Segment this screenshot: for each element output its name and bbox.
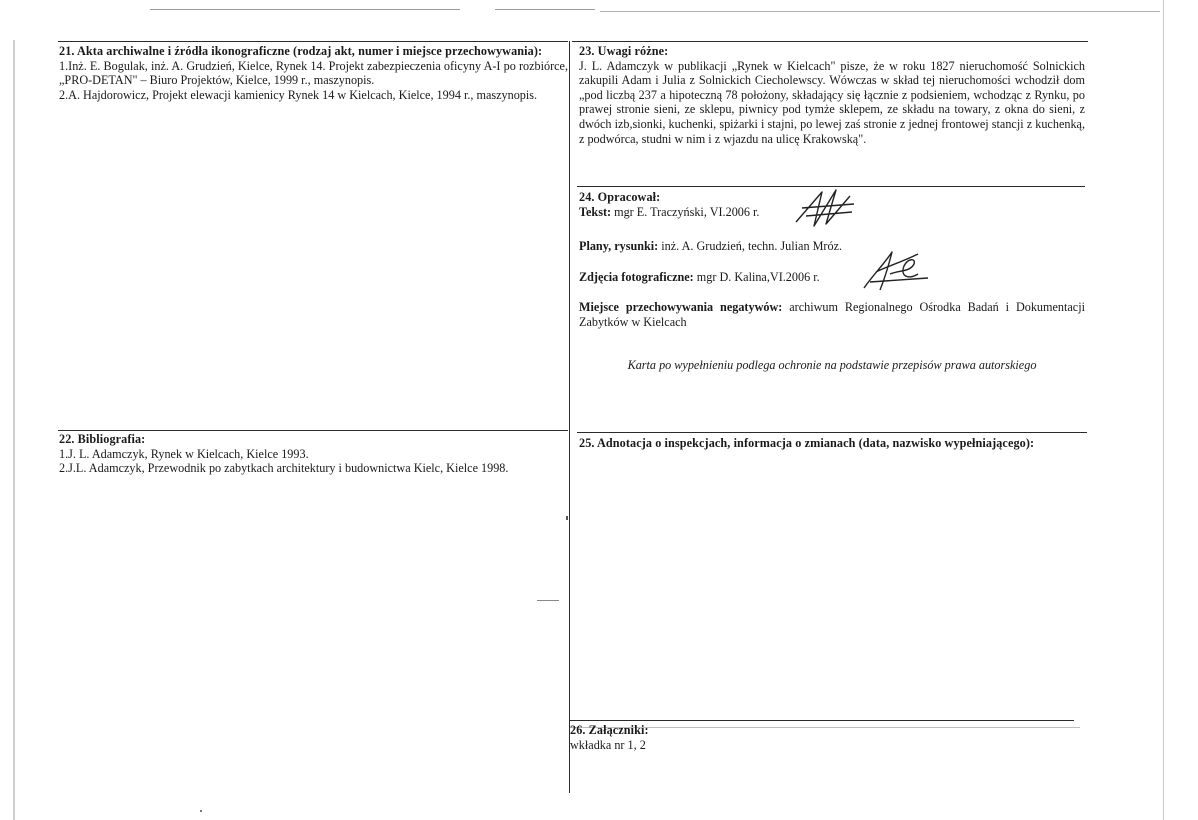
photos-value: mgr D. Kalina,VI.2006 r. [696,269,820,284]
author-text-label: Tekst: [579,204,612,219]
section-21 [59,44,568,102]
section-21-item-2: 2.A. Hajdorowicz, Projekt elewacji kamienicy Rynek 14 w Kielcach, Kielce, 1994 r., maszynopis. [59,87,538,102]
section-26 [570,723,1070,752]
signature-photos-author [858,244,934,294]
plans-label: Plany, rysunki: [579,239,659,254]
section-26-text: wkładka nr 1, 2 [570,737,646,752]
rule-25 [577,432,1087,433]
scan-speck-2 [566,516,568,520]
plans-value: inż. A. Grudzień, techn. Julian Mróz. [661,239,843,254]
section-22-item-1: 1.J. L. Adamczyk, Rynek w Kielcach, Kielce 1993. [59,446,309,461]
section-26-heading: 26. Załączniki: [570,723,649,737]
rule-26 [569,720,1074,721]
signature-text-author [792,186,860,230]
scan-edge-right [1163,0,1164,820]
scan-edge-top-right [495,9,595,10]
rule-row2-left [58,430,568,431]
negatives-row [579,300,1085,329]
rule-top-right [572,41,1088,42]
section-21-heading: 21. Akta archiwalne i źródła ikonograficzne (rodzaj akt, numer i miejsce przechowywania): [59,44,543,58]
scan-edge-left [13,40,15,820]
negatives-value: archiwum Regionalnego Ośrodka Badań i Dokumentacji Zabytków w Kielcach [579,300,1085,329]
negatives-label: Miejsce przechowywania negatywów: [579,300,783,315]
author-text-value: mgr E. Traczyński, VI.2006 r. [614,204,760,219]
section-23-text: J. L. Adamczyk w publikacji „Rynek w Kielcach" pisze, że w roku 1827 nieruchomość Solnickich zakupili Adam i Julia z Solnickich Ciecholewscy. Wówczas w skład tej nieruchomości wchodził dom „pod liczbą 237 a hipoteczną 78 położony, składający się łącznie z podsieniem, wchodząc z Rynku, po prawej stronie sieni, ze sklepu, piwnicy pod tymże sklepem, ze składu na towary, z okna do sieni, z dwóch izb,sionki, kuchenki, spiżarki i stajni, po lewej zaś stronie z jednej frontowej stancji z kuchenką, z podwórca, studni w nim i z wjazdu na ulicę Krakowską". [579,58,1085,146]
plans-row [579,239,1085,254]
section-25-heading: 25. Adnotacja o inspekcjach, informacja o zmianach (data, nazwisko wypełniającego): [579,436,1035,450]
section-22 [59,432,568,476]
section-22-item-2: 2.J.L. Adamczyk, Przewodnik po zabytkach architektury i budownictwa Kielc, Kielce 1998. [59,461,509,476]
section-23-heading: 23. Uwagi różne: [579,44,669,58]
section-22-heading: 22. Bibliografia: [59,432,146,446]
section-25 [579,436,1085,451]
copyright-note: Karta po wypełnieniu podlega ochronie na podstawie przepisów prawa autorskiego [627,357,1037,372]
rule-top-left [58,41,568,42]
photos-label: Zdjęcia fotograficzne: [579,269,694,284]
scan-speck [200,810,202,812]
scan-mark-mid [537,600,559,601]
scan-edge-top-far [600,11,1160,12]
section-21-item-1: 1.Inż. E. Bogulak, inż. A. Grudzień, Kielce, Rynek 14. Projekt zabezpieczenia oficyny A-I po rozbiórce, „PRO-DETAN" – Biuro Projektów, Kielce, 1999 r., maszynopis. [59,58,568,88]
section-23 [579,44,1085,146]
photos-row [579,270,1085,285]
scan-edge-top [150,9,460,10]
section-24-heading: 24. Opracował: [579,190,661,204]
column-divider [569,41,570,793]
